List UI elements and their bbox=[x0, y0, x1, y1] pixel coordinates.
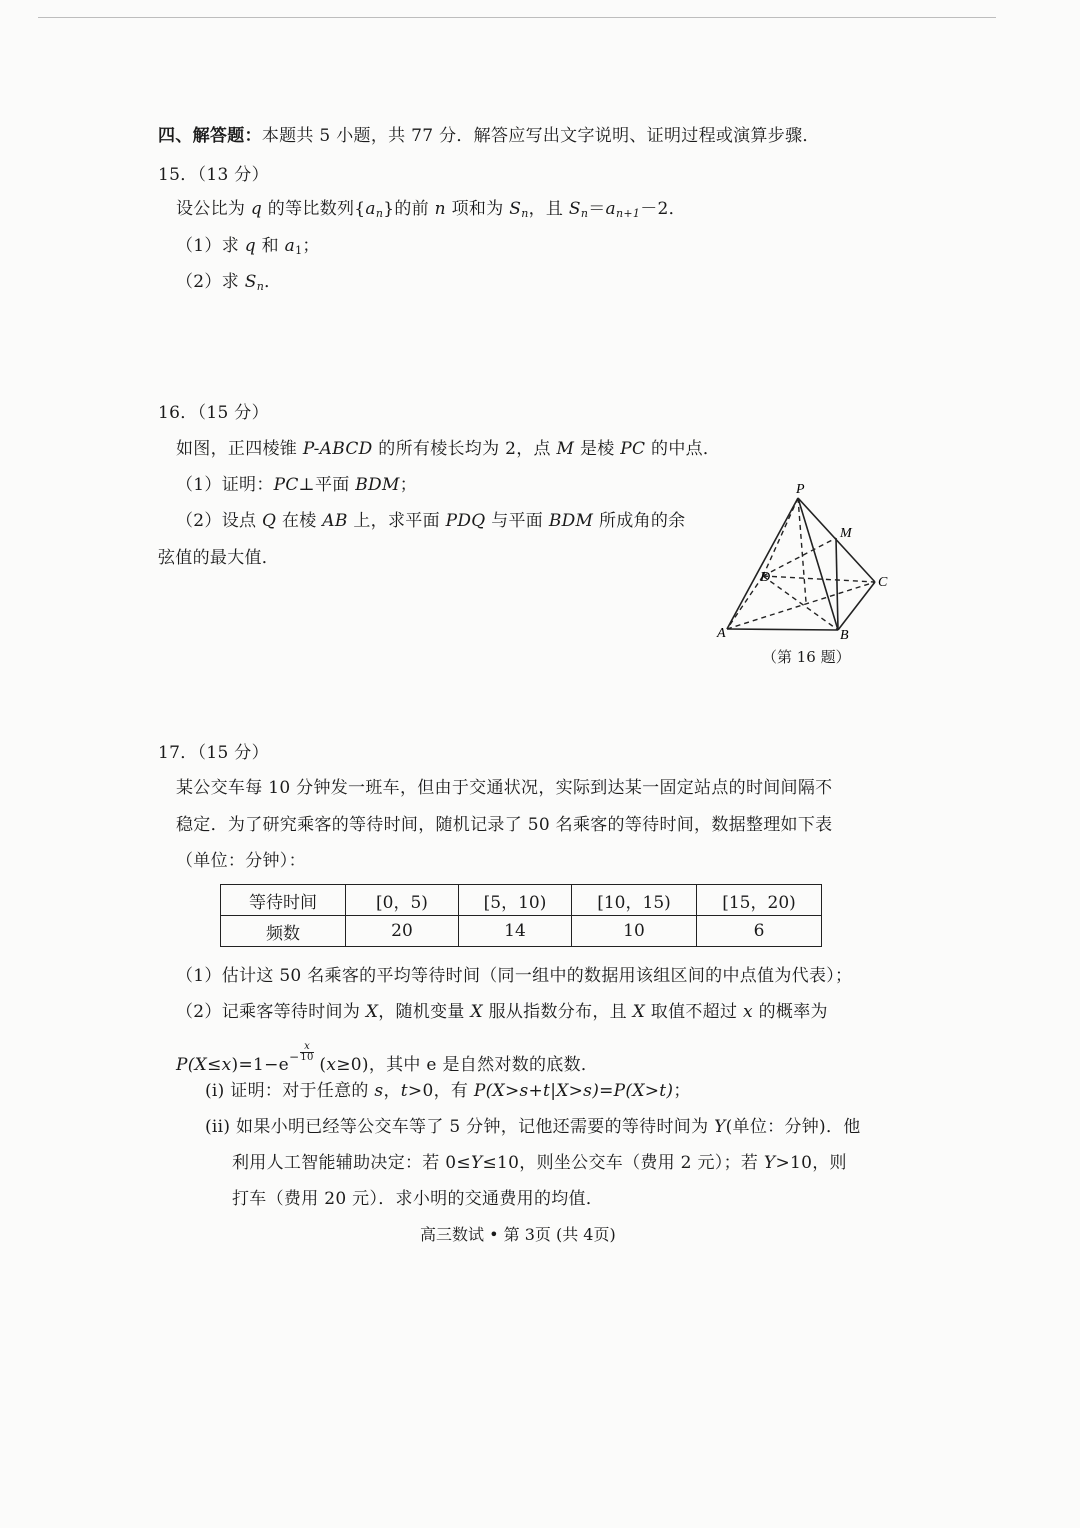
label-M: M bbox=[840, 526, 852, 541]
table-cell: 6 bbox=[697, 916, 822, 947]
table-cell: 10 bbox=[572, 916, 697, 947]
segment-BM bbox=[836, 538, 838, 630]
table-header-cell: 等待时间 bbox=[221, 885, 346, 916]
q17-formula: P(X≤x)=1−e− $\frac{x}{10}$ (x≥0)，其中 e 是自然对数的底数． bbox=[176, 1041, 599, 1075]
q16-number: 16．（15 分） bbox=[158, 403, 269, 423]
q17-sub-ii-line1: (ii) 如果小明已经等公交车等了 5 分钟，记他还需要的等待时间为 Y(单位：分钟)．他 bbox=[205, 1117, 861, 1137]
frequency-table bbox=[220, 884, 822, 947]
table-row bbox=[221, 885, 822, 916]
edge-PB bbox=[798, 498, 838, 630]
table-cell: [0，5) bbox=[346, 885, 459, 916]
pyramid-figure bbox=[705, 478, 905, 668]
edge-AB bbox=[727, 629, 838, 630]
edge-DA bbox=[727, 576, 763, 629]
label-C: C bbox=[878, 575, 888, 590]
q17-sub-ii-line3: 打车（费用 20 元）．求小明的交通费用的均值． bbox=[232, 1189, 604, 1209]
q17-intro-line1: 某公交车每 10 分钟发一班车，但由于交通状况，实际到达某一固定站点的时间间隔不 bbox=[176, 778, 833, 798]
label-D: D bbox=[760, 570, 771, 585]
q17-intro-line2: 稳定．为了研究乘客的等待时间，随机记录了 50 名乘客的等待时间，数据整理如下表 bbox=[176, 815, 833, 835]
table-cell: [15，20) bbox=[697, 885, 822, 916]
label-A: A bbox=[717, 626, 726, 641]
exponent-fraction: $\frac{x}{10}$ bbox=[300, 1041, 314, 1063]
edge-DC bbox=[763, 576, 875, 582]
edge-BC bbox=[838, 582, 875, 630]
section-heading bbox=[158, 124, 820, 148]
q16-part2-cont: 弦值的最大值． bbox=[158, 548, 280, 568]
q16-intro: 如图，正四棱锥 P-ABCD 的所有棱长均为 2，点 M 是棱 PC 的中点． bbox=[176, 439, 721, 459]
q15-number: 15．（13 分） bbox=[158, 165, 269, 185]
table-cell: 14 bbox=[459, 916, 572, 947]
q17-sub-i: (i) 证明：对于任意的 s，t>0，有 P(X>s+t|X>s)=P(X>t)； bbox=[205, 1081, 691, 1101]
q17-part2: （2）记乘客等待时间为 X，随机变量 X 服从指数分布，且 X 取值不超过 x 的概率为 bbox=[176, 1002, 828, 1022]
q15-part1: （1）求 q 和 $a_1$； bbox=[176, 236, 320, 257]
q16-part2: （2）设点 Q 在棱 AB 上，求平面 PDQ 与平面 BDM 所成角的余 bbox=[176, 511, 686, 531]
q15-part2: （2）求 $S_n$． bbox=[176, 272, 282, 293]
segment-DB bbox=[763, 576, 838, 630]
table-cell: 20 bbox=[346, 916, 459, 947]
q17-number: 17．（15 分） bbox=[158, 743, 269, 763]
q17-part1: （1）估计这 50 名乘客的平均等待时间（同一组中的数据用该组区间的中点值为代表）； bbox=[176, 966, 853, 986]
table-row bbox=[221, 916, 822, 947]
label-P: P bbox=[796, 482, 805, 497]
label-B: B bbox=[840, 628, 849, 643]
section-heading-prefix: 四、解答题： bbox=[158, 126, 262, 146]
table-header-cell: 频数 bbox=[221, 916, 346, 947]
q17-intro-line3: （单位：分钟）： bbox=[176, 851, 306, 871]
q15-intro: 设公比为 q 的等比数列$\{a_n\}$的前 n 项和为 $S_n$，且 $S_n=a_{n+1}-2$． bbox=[176, 199, 686, 220]
q16-part1: （1）证明：PC⊥平面 BDM； bbox=[176, 475, 418, 495]
table-cell: [10，15) bbox=[572, 885, 697, 916]
table-cell: [5，10) bbox=[459, 885, 572, 916]
q17-sub-ii-line2: 利用人工智能辅助决定：若 0≤Y≤10，则坐公交车（费用 2 元）；若 Y>10，则 bbox=[232, 1153, 847, 1173]
figure-caption: （第 16 题） bbox=[762, 648, 851, 666]
section-heading-text: 本题共 5 小题，共 77 分．解答应写出文字说明、证明过程或演算步骤． bbox=[261, 126, 820, 146]
edge-PD bbox=[763, 498, 798, 576]
page-footer: 高三数试 • 第 3页 (共 4页) bbox=[420, 1225, 616, 1244]
top-rule bbox=[38, 17, 996, 18]
